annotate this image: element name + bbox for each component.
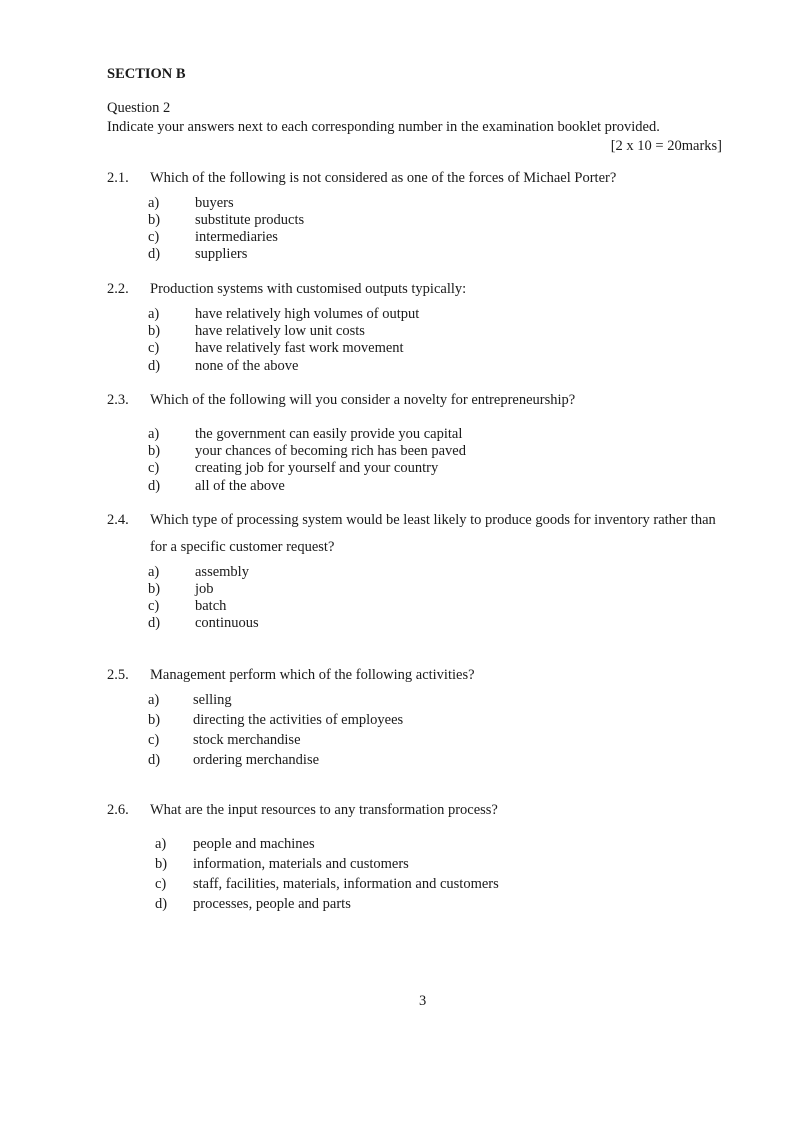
option-letter: a) <box>148 195 160 211</box>
option-text: buyers <box>195 195 234 211</box>
option-text: suppliers <box>195 246 248 262</box>
marks: [2 x 10 = 20marks] <box>610 138 722 154</box>
option-text: intermediaries <box>195 229 278 245</box>
option-text: directing the activities of employees <box>193 712 404 728</box>
section-title: SECTION B <box>107 66 186 82</box>
option-letter: a) <box>148 692 160 708</box>
instruction: Indicate your answers next to each corresponding number in the examination booklet provided. <box>107 119 660 135</box>
option-text: all of the above <box>195 478 285 494</box>
question-text: Which of the following is not considered as one of the forces of Michael Porter? <box>150 170 617 186</box>
option-letter: c) <box>148 460 160 476</box>
option-text: the government can easily provide you capital <box>195 426 463 442</box>
option-text: continuous <box>195 615 259 631</box>
option-letter: a) <box>148 426 160 442</box>
option-text: information, materials and customers <box>193 856 409 872</box>
option-text: processes, people and parts <box>193 896 351 912</box>
option-text: staff, facilities, materials, information and customers <box>193 876 499 892</box>
option-letter: b) <box>148 712 161 728</box>
option-text: stock merchandise <box>193 732 301 748</box>
option-text: selling <box>193 692 232 708</box>
question-number: 2.2. <box>107 281 129 297</box>
option-letter: a) <box>148 306 160 322</box>
option-letter: c) <box>148 598 160 614</box>
option-letter: d) <box>155 896 168 912</box>
question-number: 2.1. <box>107 170 129 186</box>
option-letter: c) <box>155 876 167 892</box>
page-number: 3 <box>419 993 427 1009</box>
option-letter: b) <box>148 323 161 339</box>
option-letter: d) <box>148 615 161 631</box>
question-text-continued: for a specific customer request? <box>150 539 335 555</box>
option-text: assembly <box>195 564 249 580</box>
option-text: none of the above <box>195 358 299 374</box>
question-text: Management perform which of the following activities? <box>150 667 475 683</box>
question-number: 2.6. <box>107 802 129 818</box>
option-text: have relatively fast work movement <box>195 340 404 356</box>
option-text: batch <box>195 598 227 614</box>
option-letter: c) <box>148 340 160 356</box>
option-letter: d) <box>148 358 161 374</box>
question-label: Question 2 <box>107 100 171 116</box>
option-letter: d) <box>148 246 161 262</box>
option-text: have relatively low unit costs <box>195 323 365 339</box>
option-letter: c) <box>148 732 160 748</box>
option-text: people and machines <box>193 836 315 852</box>
option-text: creating job for yourself and your country <box>195 460 439 476</box>
option-letter: b) <box>148 212 161 228</box>
option-letter: b) <box>155 856 168 872</box>
question-text: Which type of processing system would be least likely to produce goods for inventory rather than <box>150 512 716 528</box>
option-text: job <box>195 581 214 597</box>
question-text: Which of the following will you consider a novelty for entrepreneurship? <box>150 392 576 408</box>
option-letter: d) <box>148 752 161 768</box>
question-text: Production systems with customised outputs typically: <box>150 281 467 297</box>
option-letter: a) <box>155 836 167 852</box>
option-letter: c) <box>148 229 160 245</box>
option-text: have relatively high volumes of output <box>195 306 420 322</box>
option-letter: d) <box>148 478 161 494</box>
question-text: What are the input resources to any transformation process? <box>150 802 498 818</box>
option-text: ordering merchandise <box>193 752 320 768</box>
option-text: substitute products <box>195 212 305 228</box>
question-number: 2.4. <box>107 512 129 528</box>
option-letter: b) <box>148 443 161 459</box>
question-number: 2.5. <box>107 667 129 683</box>
option-text: your chances of becoming rich has been paved <box>195 443 466 459</box>
option-letter: b) <box>148 581 161 597</box>
question-number: 2.3. <box>107 392 129 408</box>
option-letter: a) <box>148 564 160 580</box>
